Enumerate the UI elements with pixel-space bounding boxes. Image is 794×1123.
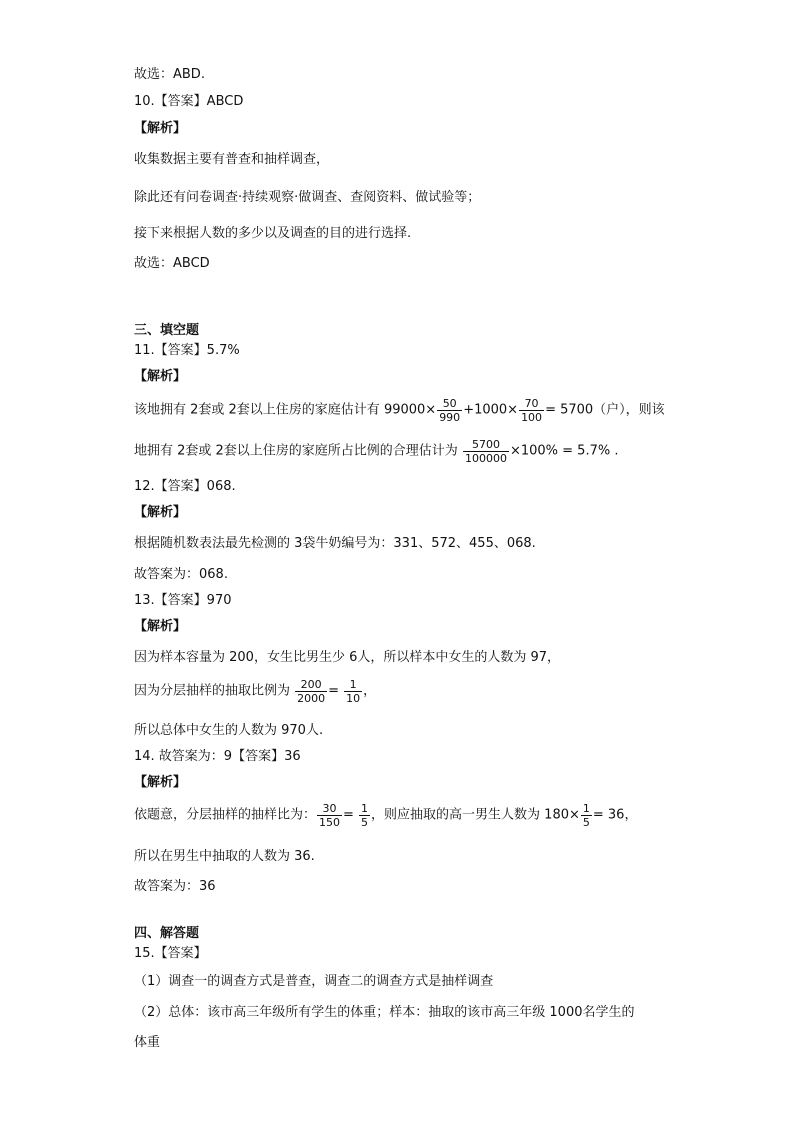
q13-line2-a: 因为分层抽样的抽取比例为 xyxy=(134,683,295,699)
q11-line2 xyxy=(134,438,618,465)
q13-analysis-label: 【解析】 xyxy=(134,619,187,634)
fraction-denominator: 100 xyxy=(521,411,543,424)
q14-line1-c: ，则应抽取的高一男生人数为 180× xyxy=(371,807,580,823)
q13-fraction-200-2000 xyxy=(295,678,327,705)
q10-line2: 除此还有问卷调查·持续观察·做调查、查阅资料、做试验等； xyxy=(134,190,481,205)
fraction-numerator: 30 xyxy=(317,802,342,816)
q10-analysis-label: 【解析】 xyxy=(134,121,187,136)
q10-conclusion: 故选：ABCD xyxy=(134,256,210,271)
q14-line1-b: = xyxy=(343,807,359,823)
q11-answer: 11.【答案】5.7% xyxy=(134,343,240,358)
q14-fraction-1-5 xyxy=(359,802,370,829)
q13-line1: 因为样本容量为 200，女生比男生少 6人，所以样本中女生的人数为 97， xyxy=(134,650,561,665)
q15-part2-a: （2）总体：该市高三年级所有学生的体重；样本：抽取的该市高三年级 1000名学生的 xyxy=(134,1005,635,1020)
q13-answer: 13.【答案】970 xyxy=(134,593,232,608)
fraction-numerator: 1 xyxy=(582,802,590,815)
section4-heading: 四、解答题 xyxy=(134,926,200,941)
q15-part2-b: 体重 xyxy=(134,1035,161,1050)
q15-answer: 15.【答案】 xyxy=(134,946,207,961)
fraction-denominator: 5 xyxy=(361,816,369,829)
q12-line1: 根据随机数表法最先检测的 3袋牛奶编号为：331、572、455、068. xyxy=(134,536,536,551)
q11-line2-a: 地拥有 2套或 2套以上住房的家庭所占比例的合理估计为 xyxy=(134,443,462,459)
fraction-numerator: 50 xyxy=(437,397,462,411)
q14-conclusion: 故答案为：36 xyxy=(134,879,216,894)
q13-fraction-1-10 xyxy=(344,678,362,705)
fraction-denominator: 150 xyxy=(319,816,341,829)
q10-line1: 收集数据主要有普查和抽样调查， xyxy=(134,152,330,167)
q9-conclusion: 故选：ABD. xyxy=(134,67,205,82)
fraction-numerator: 5700 xyxy=(463,438,509,452)
q14-line1 xyxy=(134,802,637,829)
q11-line1-c: = 5700（户），则该 xyxy=(545,402,665,418)
q13-line2 xyxy=(134,678,376,705)
q12-analysis-label: 【解析】 xyxy=(134,505,187,520)
q13-line2-c: ， xyxy=(363,683,377,699)
q11-fraction-70-100 xyxy=(519,397,544,424)
fraction-denominator: 2000 xyxy=(297,692,326,705)
q14-answer: 14. 故答案为：9【答案】36 xyxy=(134,749,301,764)
q11-fraction-5700-100000 xyxy=(463,438,509,465)
fraction-numerator: 70 xyxy=(519,397,544,411)
q12-answer: 12.【答案】068. xyxy=(134,479,236,494)
fraction-numerator: 200 xyxy=(295,678,327,692)
q14-fraction-30-150 xyxy=(317,802,342,829)
section3-heading: 三、填空题 xyxy=(134,323,200,338)
q10-line3: 接下来根据人数的多少以及调查的目的进行选择. xyxy=(134,226,412,241)
q14-analysis-label: 【解析】 xyxy=(134,775,187,790)
q14-fraction-1-5-b xyxy=(581,802,592,829)
q10-answer: 10.【答案】ABCD xyxy=(134,94,244,109)
q12-conclusion: 故答案为：068. xyxy=(134,567,228,582)
fraction-numerator: 1 xyxy=(361,802,369,815)
q11-fraction-50-990 xyxy=(437,397,462,424)
fraction-denominator: 10 xyxy=(346,692,361,705)
q11-analysis-label: 【解析】 xyxy=(134,369,187,384)
q14-line1-d: = 36， xyxy=(592,807,638,823)
fraction-numerator: 1 xyxy=(344,678,362,692)
q13-line3: 所以总体中女生的人数为 970人. xyxy=(134,723,324,738)
fraction-denominator: 990 xyxy=(439,411,461,424)
q11-line1-b: +1000× xyxy=(463,402,519,418)
q14-line1-a: 依题意，分层抽样的抽样比为： xyxy=(134,807,317,823)
q13-line2-b: = xyxy=(328,683,344,699)
q11-line1-a: 该地拥有 2套或 2套以上住房的家庭估计有 99000× xyxy=(134,402,437,418)
q11-line2-b: ×100% = 5.7% . xyxy=(509,443,619,459)
fraction-denominator: 100000 xyxy=(464,452,507,465)
q14-line2: 所以在男生中抽取的人数为 36. xyxy=(134,849,315,864)
q15-part1: （1）调查一的调查方式是普查，调查二的调查方式是抽样调查 xyxy=(134,974,494,989)
q11-line1 xyxy=(134,397,665,424)
fraction-denominator: 5 xyxy=(582,816,590,829)
